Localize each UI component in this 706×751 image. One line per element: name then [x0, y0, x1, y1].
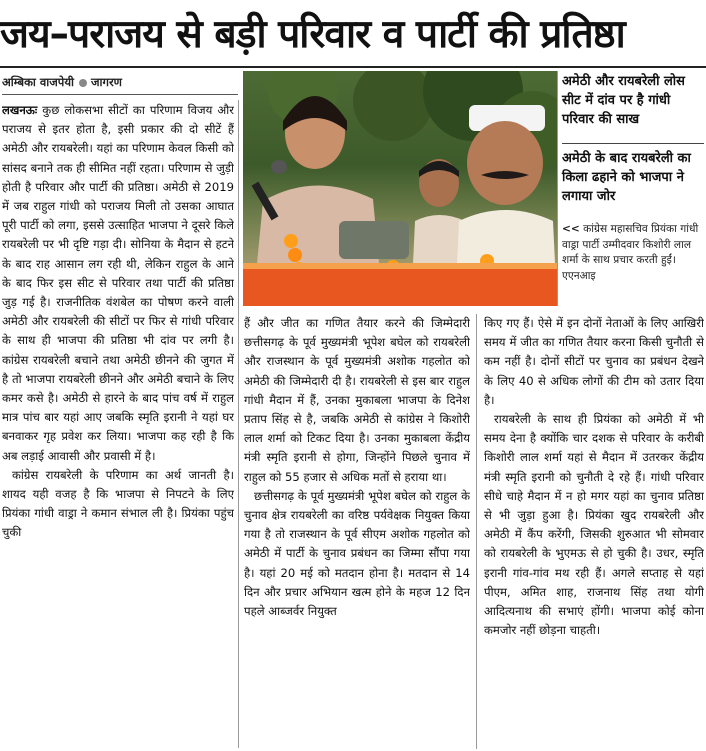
article-paragraph: लखनऊः कुछ लोकसभा सीटों का परिणाम विजय और पराजय से इतर होता है, इसी प्रकार की दो सीटें हैं अमेठी और रायबरेली। यहां का परिणाम केवल किसी को सांसद बनाने तक ही सीमित नहीं रहता। परिणाम से जुड़ी होती है परिवार और पार्टी की प्रतिष्ठा। अमेठी से 2019 में जब राहुल गांधी को पराजय मिली तो उसका आघात पूरी पार्टी को लगा, इससे उत्साहित भाजपा ने दूसरे किले रायबरेली पर भी दृष्टि गड़ा दी। सोनिया के मैदान से हटने के बाद राह आसान लग रही थी, लेकिन राहुल के आने के बाद फिर इस सीट से परिवार तथा पार्टी की प्रतिष्ठा जुड़ गई है। राजनीतिक वंशबेल का पोषण करने वाली अमेठी और रायबरेली की सीटों पर फिर से गांधी परिवार के साथ ही भाजपा की प्रतिष्ठा भी दांव पर लगी है। कांग्रेस रायबरेली बचाने तथा अमेठी छीनने की जुगत में है तो भाजपा रायबरेली छीनने और अमेठी बचाने के लिए कमर कसे है। अमेठी से हारने के बाद पांच वर्ष में राहुल मात्र पांच बार यहां आए जबकि स्मृति इरानी ने यहां घर बनवाकर गृह प्रवेश कर लिया। भाजपा कह रही है कि अब लड़ाई आवासी और प्रवासी में है। — [2, 103, 234, 463]
sidehead-1: अमेठी और रायबरेली लोस सीट में दांव पर है गांधी परिवार की साख — [562, 74, 685, 127]
caption-arrow-icon: << — [562, 223, 580, 235]
byline-source: जागरण — [90, 75, 122, 89]
article-paragraph: कांग्रेस रायबरेली के परिणाम का अर्थ जानती है। शायद यही वजह है कि भाजपा से निपटने के लिए प्रियंका गांधी वाड्रा ने कमान संभाल ली है। प्रियंका पहुंच चुकी — [2, 467, 234, 540]
article-column-1 — [2, 101, 234, 749]
photo-caption — [562, 222, 704, 302]
article-column-2 — [244, 314, 470, 749]
photo-credit: एएनआइ — [562, 269, 596, 282]
article-column-3 — [484, 314, 704, 749]
byline-author: अम्बिका वाजपेयी — [2, 75, 74, 89]
sidehead-2: अमेठी के बाद रायबरेली का किला ढहाने को भाजपा ने लगाया जोर — [562, 151, 691, 204]
photo-illustration — [243, 71, 557, 306]
bullet-dot-icon — [79, 79, 87, 87]
photo-divider — [557, 71, 558, 306]
news-photo — [243, 71, 557, 306]
article-paragraph: हैं और जीत का गणित तैयार करने की जिम्मेदारी छत्तीसगढ़ के पूर्व मुख्यमंत्री भूपेश बघेल को रायबरेली और राजस्थान के पूर्व मुख्यमंत्री अशोक गहलोत को अमेठी की जिम्मेदारी दी है। रायबरेली से इस बार राहुल गांधी मैदान में हैं, उनका मुकाबला भाजपा के दिनेश प्रताप सिंह से है, जबकि अमेठी से कांग्रेस ने किशोरी लाल शर्मा को टिकट दिया है। उनका मुकाबला केंद्रीय मंत्री स्मृति इरानी से होगा, जिन्होंने पिछले चुनाव में राहुल को 55 हजार से अधिक मतों से हराया था। — [244, 316, 470, 484]
article-paragraph: छत्तीसगढ़ के पूर्व मुख्यमंत्री भूपेश बघेल को राहुल के चुनाव क्षेत्र रायबरेली का वरिष्ठ पर्यवेक्षक नियुक्त किया गया है तो राजस्थान के पूर्व सीएम अशोक गहलोत को अमेठी में पार्टी के चुनाव प्रबंधन का जिम्मा सौंपा गया है। यहां 20 मई को मतदान होना है। मतदान से 14 दिन और प्रचार अभियान खत्म होने के महज 12 दिन पहले आब्जर्वर नियुक्त — [244, 488, 470, 619]
byline-rule — [2, 94, 238, 95]
sidehead-rule — [562, 143, 704, 144]
column-divider — [238, 100, 239, 748]
dateline: लखनऊः — [2, 103, 38, 117]
headline-rule — [0, 66, 706, 68]
caption-text: कांग्रेस महासचिव प्रियंका गांधी वाड्रा पार्टी उम्मीदवार किशोरी लाल शर्मा के साथ प्रचार करती हुईं। — [562, 223, 699, 266]
headline: जय–पराजय से बड़ी परिवार व पार्टी की प्रतिष्ठा — [0, 12, 625, 57]
article-paragraph: रायबरेली के साथ ही प्रियंका को अमेठी में भी समय देना है क्योंकि चार दशक से परिवार के करीबी किशोरी लाल शर्मा यहां से मैदान में उतरकर केंद्रीय मंत्री स्मृति इरानी को चुनौती दे रहे हैं। गांधी परिवार सीधे चाहे मैदान में न हो मगर यहां का चुनाव प्रतिष्ठा से भी जुड़ा हुआ है। प्रियंका खुद रायबरेली और अमेठी में कैंप करेंगी, जिसकी शुरुआत भी सोमवार को रायबरेली के भुएमऊ से हो चुकी है। उधर, स्मृति इरानी गांव-गांव मथ रही हैं। अगले सप्ताह से यहां पीएम, अमित शाह, राजनाथ सिंह तथा योगी आदित्यनाथ की सभाएं होंगी। भाजपा कोई कोना कमजोर नहीं छोड़ना चाहती। — [484, 412, 704, 638]
byline — [2, 71, 238, 93]
column-divider — [476, 314, 477, 749]
article-paragraph: किए गए हैं। ऐसे में इन दोनों नेताओं के लिए आखिरी समय में जीत का गणित तैयार करना किसी चुनौती से कम नहीं है। दोनों सीटों पर चुनाव का प्रबंधन देखने के लिए 40 से अधिक लोगों की टीम को उतार दिया है। — [484, 316, 704, 407]
